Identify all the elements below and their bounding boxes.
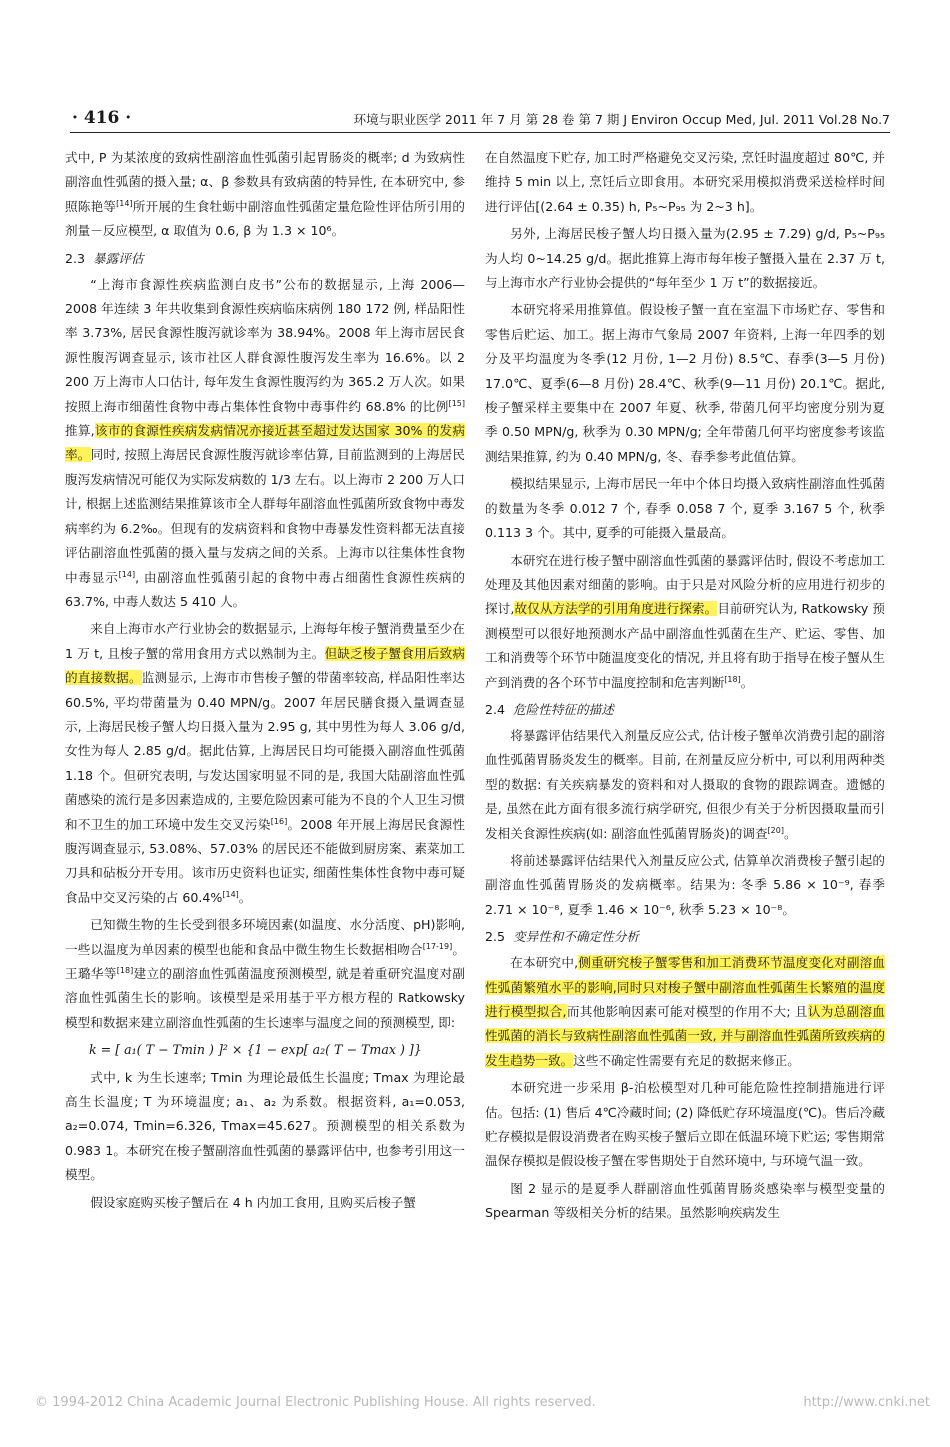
left-column (65, 146, 465, 1218)
citation-ref: [15] (448, 398, 465, 408)
paragraph: 将前述暴露评估结果代入剂量反应公式, 估算单次消费梭子蟹引起的副溶血性弧菌胃肠炎的发病概率。结果为: 冬季 5.86 × 10⁻⁹, 春季 2.71 × 10⁻⁸, 夏季 1.46 × 10⁻⁶, 秋季 5.23 × 10⁻⁸。 (485, 852, 885, 917)
citation-ref: [18] (724, 674, 741, 684)
citation-ref: [16] (270, 816, 288, 826)
paragraph: 在自然温度下贮存, 加工时严格避免交叉污染, 烹饪时温度超过 80℃, 并维持 5 min 以上, 烹饪后立即食用。本研究采用模拟消费采送检样时间进行评估[(2.64 ± 0.35) h, P₅~P₉₅ 为 2~3 h]。 (485, 150, 885, 214)
paragraph: 模拟结果显示, 上海市居民一年中个体日均摄入致病性副溶血性弧菌的数量为冬季 0.012 7 个, 春季 0.058 7 个, 夏季 3.167 5 个, 秋季 0.113 3 个。其中, 夏季的可能摄入量最高。 (485, 476, 885, 541)
citation-ref: [17-19] (422, 941, 453, 951)
paragraph: 来自上海市水产行业协会的数据显示, 上海每年梭子蟹消费量至少在 1 万 t, 且梭子蟹的常用食用方式以熟制为主。但缺乏梭子蟹食用后致病的直接数据。监测显示, 上海市市售梭子蟹的带菌率较高, 样品阳性率达 60.5%, 平均带菌量为 0.40 MPN/g。2007 年居民膳食摄入量调查显示, 上海居民梭子蟹人均日摄入量为 2.95 g, 其中男性为每人 3.06 g/d, 女性为每人 2.85 g/d。据此估算, 上海居民日均可能摄入副溶血性弧菌 1.18 个。但研究表明, 与发达国家明显不同的是, 我国大陆副溶血性弧菌感染的流行是多因素造成的, 主要危险因素可能为不良的个人卫生习惯和不卫生的加工环境中发生交叉污染[16]。2008 年开展上海居民食源性腹泻调查显示, 53.08%、57.03% 的居民还不能做到厨房案、素菜加工刀具和砧板分开专用。该市历史资料也证实, 细菌性集体性食物中毒可疑食品中交叉污染的占 60.4%[14]。 (65, 621, 466, 905)
paragraph: 已知微生物的生长受到很多环境因素(如温度、水分活度、pH)影响, 一些以温度为单因素的模型也能和食品中微生物生长数据相吻合[17-19]。王璐华等[18]建立的副溶血性弧菌温度预测模型, 就是着重研究温度对副溶血性弧菌生长的影响。该模型是采用基于平方根方程的 Ratkowsky 模型和数据来建立副溶血性弧菌的生长速率与温度之间的预测模型, 即: (65, 917, 466, 1030)
highlighted-text: 同时只对梭子蟹中副溶血性弧菌生长繁殖的温度进行模型拟合, (485, 979, 885, 1019)
paragraph: 本研究在进行梭子蟹中副溶血性弧菌的暴露评估时, 假设不考虑加工处理及其他因素对细菌的影响。由于只是对风险分析的应用进行初步的探讨,故仅从方法学的引用角度进行探索。目前研究认为, Ratkowsky 预测模型可以很好地预测水产品中副溶血性弧菌在生产、贮运、零售、加工和消费等个环节中随温度变化的情况, 并且将有助于指导在梭子蟹从生产到消费的各个环节中温度控制和危害判断[18]。 (485, 552, 885, 690)
paragraph: 本研究进一步采用 β-泊松模型对几种可能危险性控制措施进行评估。包括: (1) 售后 4℃冷藏时间; (2) 降低贮存环境温度(℃)。售后冷藏贮存模拟是假设消费者在购买梭子蟹后立即在低温环境下贮运; 零售期常温保存模拟是假设梭子蟹在零售期处于自然环境中, 与环境气温一致。 (485, 1080, 885, 1169)
section-heading-2-5: 2.5 变异性和不确定性分析 (485, 929, 639, 945)
copyright-footer (35, 1395, 930, 1410)
paragraph: “上海市食源性疾病监测白皮书”公布的数据显示, 上海 2006—2008 年连续 3 年共收集到食源性疾病临床病例 180 172 例, 样品阳性率 3.73%, 居民食源性腹泻就诊率为 38.94%。2008 年上海市居民食源性腹泻调查显示, 该市社区人群食源性腹泻发生率为 16.6%。以 2 200 万上海市人口估计, 每年发生食源性腹泻约为 365.2 万人次。如果按照上海市细菌性食物中毒占集体性食物中毒事件约 68.8% 的比例[15]推算,该市的食源性疾病发病情况亦接近甚至超过发达国家 30% 的发病率。同时, 按照上海居民食源性腹泻就诊率估算, 目前监测到的上海居民腹泻发病情况可能仅为实际发病数的 1/3 左右。以上海市 2 200 万人口计, 根据上述监测结果推算该市全人群每年副溶血性弧菌所致食物中毒发病率约为 6.2‰。但现有的发病资料和食物中毒暴发性资料都无法直接评估副溶血性弧菌的摄入量与发病之间的关系。上海市以往集体性食物中毒显示[14], 由副溶血性弧菌引起的食物中毒占细菌性食源性疾病的 63.7%, 中毒人数达 5 410 人。 (65, 276, 466, 609)
running-header (70, 108, 890, 133)
highlighted-text: 故仅从方法学的引用角度进行探索。 (514, 601, 718, 617)
right-column (485, 146, 885, 1229)
paragraph: 假设家庭购买梭子蟹后在 4 h 内加工食用, 且购买后梭子蟹 (90, 1194, 416, 1210)
cnki-link[interactable]: http://www.cnki.net (803, 1395, 930, 1410)
paragraph: 将暴露评估结果代入剂量反应公式, 估计梭子蟹单次消费引起的副溶血性弧菌胃肠炎发生的概率。目前, 在剂量反应分析中, 可以利用两种类型的数据: 有关疾病暴发的资料和对人摄取的食物的跟踪调查。遗憾的是, 虽然在此方面有很多流行病学研究, 但很少有关于分析因摄取量而引发相关食源性疾病(如: 副溶血性弧菌胃肠炎)的调查[20]。 (485, 727, 885, 841)
journal-citation: 环境与职业医学 2011 年 7 月 第 28 卷 第 7 期 J Environ Occup Med, Jul. 2011 Vol.28 No.7 (353, 112, 890, 127)
section-heading-2-4: 2.4 危险性特征的描述 (485, 701, 614, 717)
citation-ref: [20] (767, 825, 784, 835)
citation-ref: [14] (116, 198, 133, 208)
paragraph: 另外, 上海居民梭子蟹人均日摄入量为(2.95 ± 7.29) g/d, P₅~P₉₅ 为人均 0~14.25 g/d。据此推算上海市每年梭子蟹摄入量在 2.37 万 t, 与上海市水产行业协会提供的“每年至少 1 万 t”的数据接近。 (485, 226, 885, 291)
paragraph: 在本研究中,侧重研究梭子蟹零售和加工消费环节温度变化对副溶血性弧菌繁殖水平的影响,同时只对梭子蟹中副溶血性弧菌生长繁殖的温度进行模型拟合,而其他影响因素可能对模型的作用不大; 且认为总副溶血性弧菌的消长与致病性副溶血性弧菌一致, 并与副溶血性弧菌所致疾病的发生趋势一致。这些不确定性需要有充足的数据来修正。 (485, 955, 886, 1068)
highlighted-text: 该市的食源性疾病发病情况亦接近甚至超过发达国家 30% 的发病率。 (65, 423, 465, 463)
copyright-text: © 1994-2012 China Academic Journal Electronic Publishing House. All rights reserved. (35, 1395, 596, 1410)
highlighted-text: 侧重研究梭子蟹零售和加工消费环节温度变化对副溶血性弧菌繁殖水平的影响, (485, 955, 885, 995)
citation-ref: [14] (118, 569, 136, 579)
ratkowsky-formula: k = [ a₁( T − Tmin ) ]² × {1 − exp[ a₂( T − Tmax ) ]} (89, 1042, 422, 1058)
section-heading-2-3: 2.3 暴露评估 (65, 250, 144, 266)
highlighted-text: 认为总副溶血性弧菌的消长与致病性副溶血性弧菌一致, 并与副溶血性弧菌所致疾病的发生趋势一致。 (485, 1004, 886, 1068)
paragraph: 图 2 显示的是夏季人群副溶血性弧菌胃肠炎感染率与模型变量的 Spearman 等级相关分析的结果。虽然影响疾病发生 (485, 1180, 885, 1221)
highlighted-text: 但缺乏梭子蟹食用后致病的直接数据。 (65, 645, 465, 686)
citation-ref: [18] (116, 965, 134, 975)
paragraph: 式中, P 为某浓度的致病性副溶血性弧菌引起胃肠炎的概率; d 为致病性副溶血性弧菌的摄入量; α、β 参数具有致病菌的特异性, 在本研究中, 参照陈艳等[14]所开展的生食牡蛎中副溶血性弧菌定量危险性评估所引用的剂量－反应模型, α 取值为 0.6, β 为 1.3 × 10⁶。 (65, 150, 466, 239)
page-number: · 416 · (72, 108, 132, 128)
citation-ref: [14] (222, 889, 239, 899)
paragraph: 本研究将采用推算值。假设梭子蟹一直在室温下市场贮存、零售和零售后贮运、加工。据上海市气象局 2007 年资料, 上海一年四季的划分及平均温度为冬季(12 月份, 1—2 月份) 8.5℃、春季(3—5 月份) 17.0℃、夏季(6—8 月份) 28.4℃、秋季(9—11 月份) 20.1℃。据此, 梭子蟹采样主要集中在 2007 年夏、秋季, 带菌几何平均密度分别为夏季 0.50 MPN/g, 秋季为 0.30 MPN/g; 全年带菌几何平均密度参考该监测结果推算, 约为 0.40 MPN/g, 冬、春季参考此值估算。 (485, 302, 885, 464)
paragraph: 式中, k 为生长速率; Tmin 为理论最低生长温度; Tmax 为理论最高生长温度; T 为环境温度; a₁、a₂ 为系数。根据资料, a₁=0.053, a₂=0.074, Tmin=6.326, Tmax=45.627。预测模型的相关系数为 0.983 1。本研究在梭子蟹副溶血性弧菌的暴露评估中, 也参考引用这一模型。 (65, 1069, 465, 1183)
